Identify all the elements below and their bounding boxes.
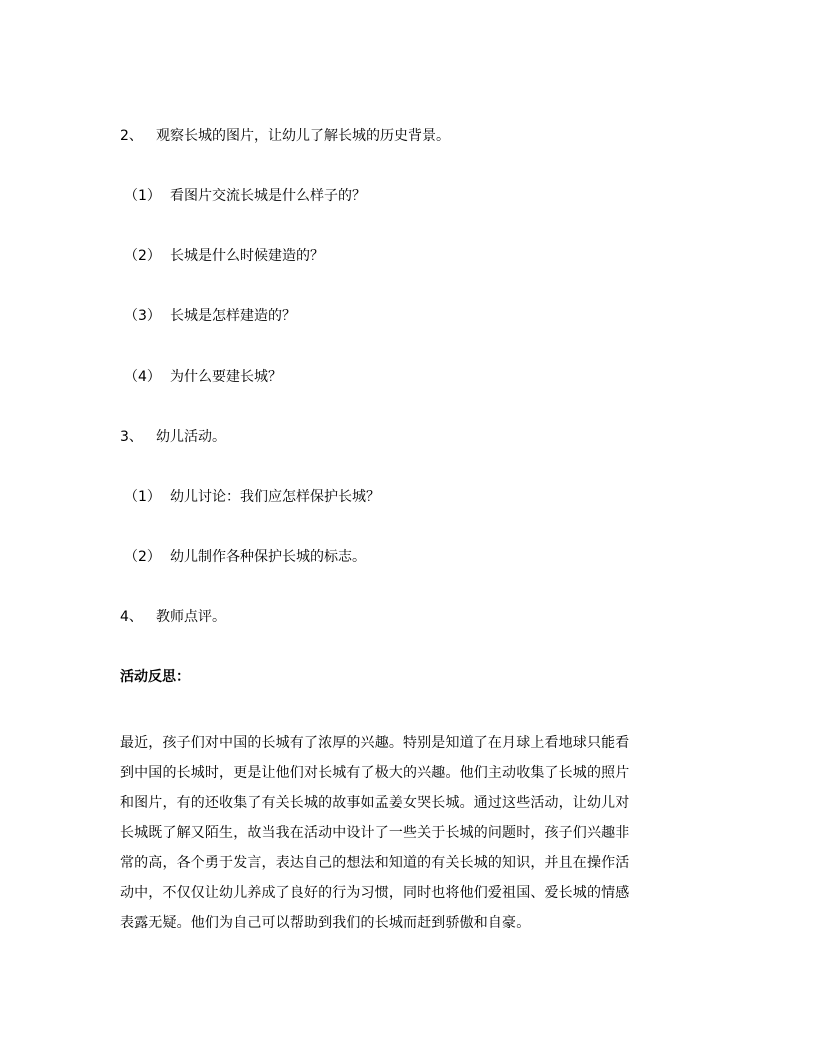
step-text: 幼儿活动。: [156, 429, 226, 445]
step-number: 4、: [120, 609, 143, 625]
step-3-substep-2: [124, 548, 366, 566]
step-2: [120, 127, 450, 145]
reflection-heading: 活动反思：: [120, 669, 190, 685]
reflection-line: 最近，孩子们对中国的长城有了浓厚的兴趣。特别是知道了在月球上看地球只能看: [120, 735, 630, 751]
reflection-paragraph: [120, 728, 700, 938]
step-number: 2、: [120, 128, 143, 144]
substep-text: 看图片交流长城是什么样子的？: [170, 188, 366, 204]
reflection-line: 表露无疑。他们为自己可以帮助到我们的长城而赶到骄傲和自豪。: [120, 915, 531, 931]
reflection-line: 动中，不仅仅让幼儿养成了良好的行为习惯，同时也将他们爱祖国、爱长城的情感: [120, 885, 630, 901]
reflection-line: 和图片，有的还收集了有关长城的故事如孟姜女哭长城。通过这些活动，让幼儿对: [120, 795, 630, 811]
substep-text: 长城是怎样建造的？: [170, 308, 296, 324]
substep-text: 幼儿制作各种保护长城的标志。: [170, 549, 366, 565]
substep-number: （1）: [124, 188, 161, 204]
step-3: [120, 428, 226, 446]
step-2-substep-2: [124, 247, 324, 265]
step-4: [120, 608, 226, 626]
substep-number: （2）: [124, 248, 161, 264]
step-2-substep-1: [124, 187, 366, 205]
substep-number: （2）: [124, 549, 161, 565]
step-3-substep-1: [124, 488, 380, 506]
substep-number: （1）: [124, 489, 161, 505]
step-2-substep-4: [124, 368, 282, 386]
reflection-line: 常的高，各个勇于发言，表达自己的想法和知道的有关长城的知识，并且在操作活: [120, 855, 630, 871]
reflection-line: 长城既了解又陌生，故当我在活动中设计了一些关于长城的问题时，孩子们兴趣非: [120, 825, 630, 841]
step-number: 3、: [120, 429, 143, 445]
substep-text: 长城是什么时候建造的？: [170, 248, 324, 264]
reflection-line: 到中国的长城时，更是让他们对长城有了极大的兴趣。他们主动收集了长城的照片: [120, 765, 630, 781]
substep-text: 幼儿讨论：我们应怎样保护长城？: [170, 489, 380, 505]
step-text: 教师点评。: [156, 609, 226, 625]
substep-number: （4）: [124, 369, 161, 385]
substep-text: 为什么要建长城？: [170, 369, 282, 385]
substep-number: （3）: [124, 308, 161, 324]
step-text: 观察长城的图片，让幼儿了解长城的历史背景。: [156, 128, 450, 144]
step-2-substep-3: [124, 307, 296, 325]
